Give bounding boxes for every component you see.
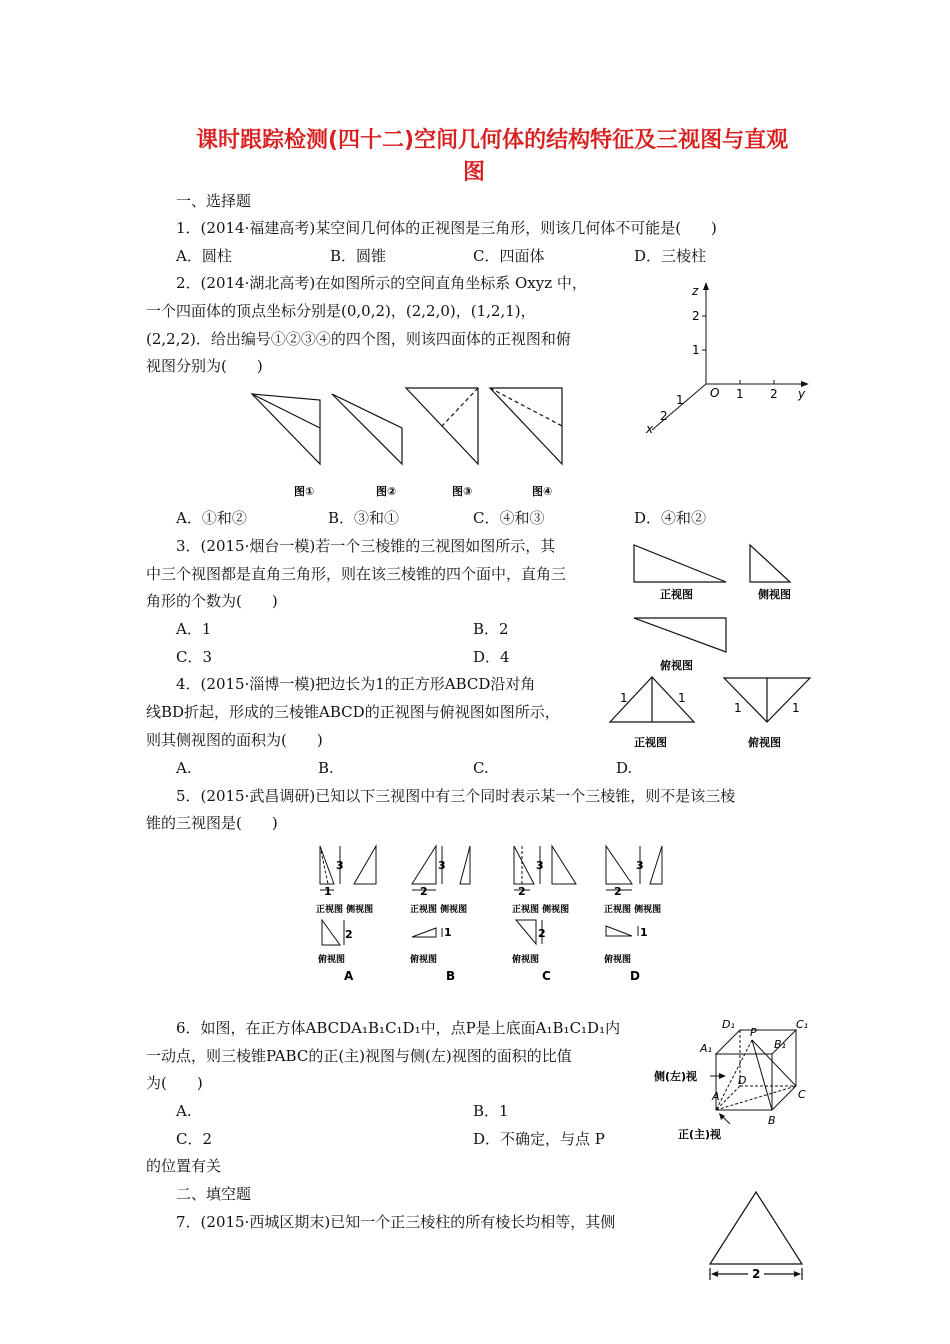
axis-y-tick-2: 2 (770, 387, 778, 401)
q5-a-top (322, 920, 340, 945)
q6-option-c: C．2 (176, 1130, 213, 1148)
q6-label-a1: A₁ (700, 1042, 712, 1055)
q4-top-caption: 俯视图 (748, 736, 781, 749)
q4-option-c: C. (473, 759, 489, 777)
q4-front-label-right: 1 (678, 691, 686, 705)
q5-b-height: 3 (438, 859, 446, 872)
q2-fig3-dashed (442, 388, 478, 426)
q3-option-a: A．1 (176, 620, 212, 638)
q1-stem: 1．(2014·福建高考)某空间几何体的正视图是三角形，则该几何体不可能是( ) (176, 219, 717, 237)
axis-y-tick-1: 1 (736, 387, 744, 401)
q2-option-d: D．④和② (634, 509, 707, 527)
q5-letter-b: B (446, 969, 456, 983)
q4-top-label-left: 1 (734, 701, 742, 715)
q1-option-c: C．四面体 (473, 247, 545, 265)
q6-label-b1: B₁ (774, 1038, 786, 1051)
q5-a-fs-caption: 正视图 侧视图 (316, 905, 374, 915)
q5-b-top-caption: 俯视图 (410, 955, 438, 965)
q7-stem: 7．(2015·西城区期末)已知一个正三棱柱的所有棱长均相等，其侧 (176, 1213, 616, 1231)
q6-side-view-label: 侧(左)视 (654, 1070, 698, 1083)
q4-line3: 则其侧视图的面积为( ) (146, 731, 323, 749)
q5-d-top-dim: 1 (640, 926, 648, 939)
q5-d-front (606, 846, 632, 884)
q2-fig4-caption: 图④ (532, 485, 553, 498)
q4-top-label-right: 1 (792, 701, 800, 715)
axis-x-tick-2: 2 (660, 409, 668, 423)
section-choice: 一、选择题 (176, 192, 252, 210)
q6-line1: 6．如图，在正方体ABCDA₁B₁C₁D₁中，点P是上底面A₁B₁C₁D₁内 (176, 1019, 621, 1037)
axis-z-label: z (692, 284, 699, 298)
q3-line2: 中三个视图都是直角三角形，则在该三棱锥的四个面中，直角三 (146, 565, 567, 583)
q5-a-front (320, 846, 334, 884)
q5-line2: 锥的三视图是( ) (146, 814, 278, 832)
q5-d-height: 3 (636, 859, 644, 872)
q6-option-b: B．1 (473, 1102, 509, 1120)
axis-x-label: x (646, 422, 654, 436)
q2-line4: 视图分别为( ) (146, 357, 263, 375)
q5-c-top-dim: 2 (538, 927, 546, 940)
q2-figures (240, 382, 580, 502)
q3-option-c: C．3 (176, 648, 213, 666)
q2-line2: 一个四面体的顶点坐标分别是(0,0,2)，(2,2,0)，(1,2,1)， (146, 302, 536, 320)
q6-label-b: B (768, 1114, 776, 1127)
q5-c-front (514, 846, 534, 884)
q4-option-b: B. (318, 759, 334, 777)
q1-option-a: A．圆柱 (176, 247, 232, 265)
q4-option-a: A. (176, 759, 192, 777)
q5-b-side (460, 846, 470, 884)
q7-figure (700, 1188, 820, 1288)
q6-option-d: D．不确定，与点 P (473, 1130, 605, 1148)
q5-line1: 5．(2015·武昌调研)已知以下三视图中有三个同时表示某一个三棱锥，则不是该三棱 (176, 787, 736, 805)
q5-d-width: 2 (614, 885, 622, 898)
q5-c-top (516, 920, 536, 944)
q3-top-caption: 俯视图 (660, 659, 693, 672)
q6-front-view-label: 正(主)视 (678, 1128, 722, 1141)
q2-line1: 2．(2014·湖北高考)在如图所示的空间直角坐标系 Oxyz 中， (176, 274, 587, 292)
q6-tail: 的位置有关 (146, 1157, 222, 1175)
q3-front-caption: 正视图 (660, 588, 693, 601)
q3-option-d: D．4 (473, 648, 510, 666)
q4-front-caption: 正视图 (634, 736, 667, 749)
q2-option-c: C．④和③ (473, 509, 545, 527)
q3-side-view (750, 545, 790, 582)
q3-option-b: B．2 (473, 620, 509, 638)
q2-fig4-dashed (490, 388, 562, 426)
q4-figures (600, 672, 820, 752)
q5-d-top-caption: 俯视图 (604, 955, 632, 965)
q2-option-a: A．①和② (176, 509, 247, 527)
q2-fig2-outline (332, 394, 402, 464)
q2-option-b: B．③和① (328, 509, 400, 527)
q5-d-side (650, 846, 662, 884)
page-title-line2: 图 (463, 160, 486, 185)
q5-c-fs-caption: 正视图 侧视图 (512, 905, 570, 915)
q5-a-top-dim: 2 (345, 928, 353, 941)
axis-origin-label: O (710, 386, 720, 400)
q6-label-c1: C₁ (796, 1018, 809, 1031)
axis-y-label: y (798, 387, 806, 401)
q3-line3: 角形的个数为( ) (146, 592, 278, 610)
q5-b-width: 2 (420, 885, 428, 898)
q5-b-front (412, 846, 436, 884)
q1-option-d: D．三棱柱 (634, 247, 707, 265)
q2-fig2-caption: 图② (376, 485, 397, 498)
q2-fig1-outline (252, 394, 320, 464)
q7-dim-label: 2 (752, 1267, 761, 1281)
q6-line3: 为( ) (146, 1074, 203, 1092)
axis-x-tick-1: 1 (676, 393, 684, 407)
q5-figures (310, 840, 680, 985)
q3-front-view (634, 545, 726, 582)
axis-z-tick-1: 1 (692, 343, 700, 357)
q2-fig3-caption: 图③ (452, 485, 473, 498)
q2-axes-figure (640, 280, 820, 440)
q3-figures (630, 540, 820, 675)
q2-fig1-caption: 图① (294, 485, 315, 498)
q4-line1: 4．(2015·淄博一模)把边长为1的正方形ABCD沿对角 (176, 675, 536, 693)
section-fill: 二、填空题 (176, 1185, 252, 1203)
q6-line2: 一动点，则三棱锥PABC的正(主)视图与侧(左)视图的面积的比值 (146, 1047, 572, 1065)
q6-cube-figure (646, 1018, 826, 1158)
q5-d-top (606, 926, 632, 936)
q7-triangle (710, 1192, 802, 1264)
q5-a-width: 1 (324, 885, 332, 898)
q5-c-width: 2 (518, 885, 526, 898)
q5-a-top-caption: 俯视图 (318, 955, 346, 965)
q6-label-d1: D₁ (722, 1018, 735, 1031)
q3-side-caption: 侧视图 (758, 588, 791, 601)
q4-option-d: D. (616, 759, 633, 777)
q6-label-a: A (712, 1090, 720, 1103)
page-title-line1: 课时跟踪检测(四十二)空间几何体的结构特征及三视图与直观 (196, 128, 789, 153)
q5-letter-c: C (542, 969, 551, 983)
q6-label-p: P (750, 1026, 757, 1039)
q5-letter-a: A (344, 969, 354, 983)
q5-c-height: 3 (536, 859, 544, 872)
q3-top-view (634, 618, 726, 652)
q3-line1: 3．(2015·烟台一模)若一个三棱锥的三视图如图所示，其 (176, 537, 556, 555)
q2-line3: (2,2,2)．给出编号①②③④的四个图，则该四面体的正视图和俯 (146, 330, 571, 348)
q4-front-label-left: 1 (620, 691, 628, 705)
q5-b-top-dim: 1 (444, 926, 452, 939)
q6-label-c: C (798, 1088, 806, 1101)
q5-c-top-caption: 俯视图 (512, 955, 540, 965)
q5-c-side (552, 846, 576, 884)
q5-a-side (354, 846, 376, 884)
q5-d-fs-caption: 正视图 侧视图 (604, 905, 662, 915)
q6-option-a: A. (176, 1102, 192, 1120)
q5-letter-d: D (630, 969, 640, 983)
q6-label-d: D (738, 1074, 747, 1087)
q1-option-b: B．圆锥 (330, 247, 387, 265)
q5-a-height: 3 (336, 859, 344, 872)
q5-b-top (412, 928, 436, 937)
q5-b-fs-caption: 正视图 侧视图 (410, 905, 468, 915)
q4-line2: 线BD折起，形成的三棱锥ABCD的正视图与俯视图如图所示， (146, 703, 560, 721)
q2-fig4-outline (490, 388, 562, 464)
axis-z-tick-2: 2 (692, 309, 700, 323)
